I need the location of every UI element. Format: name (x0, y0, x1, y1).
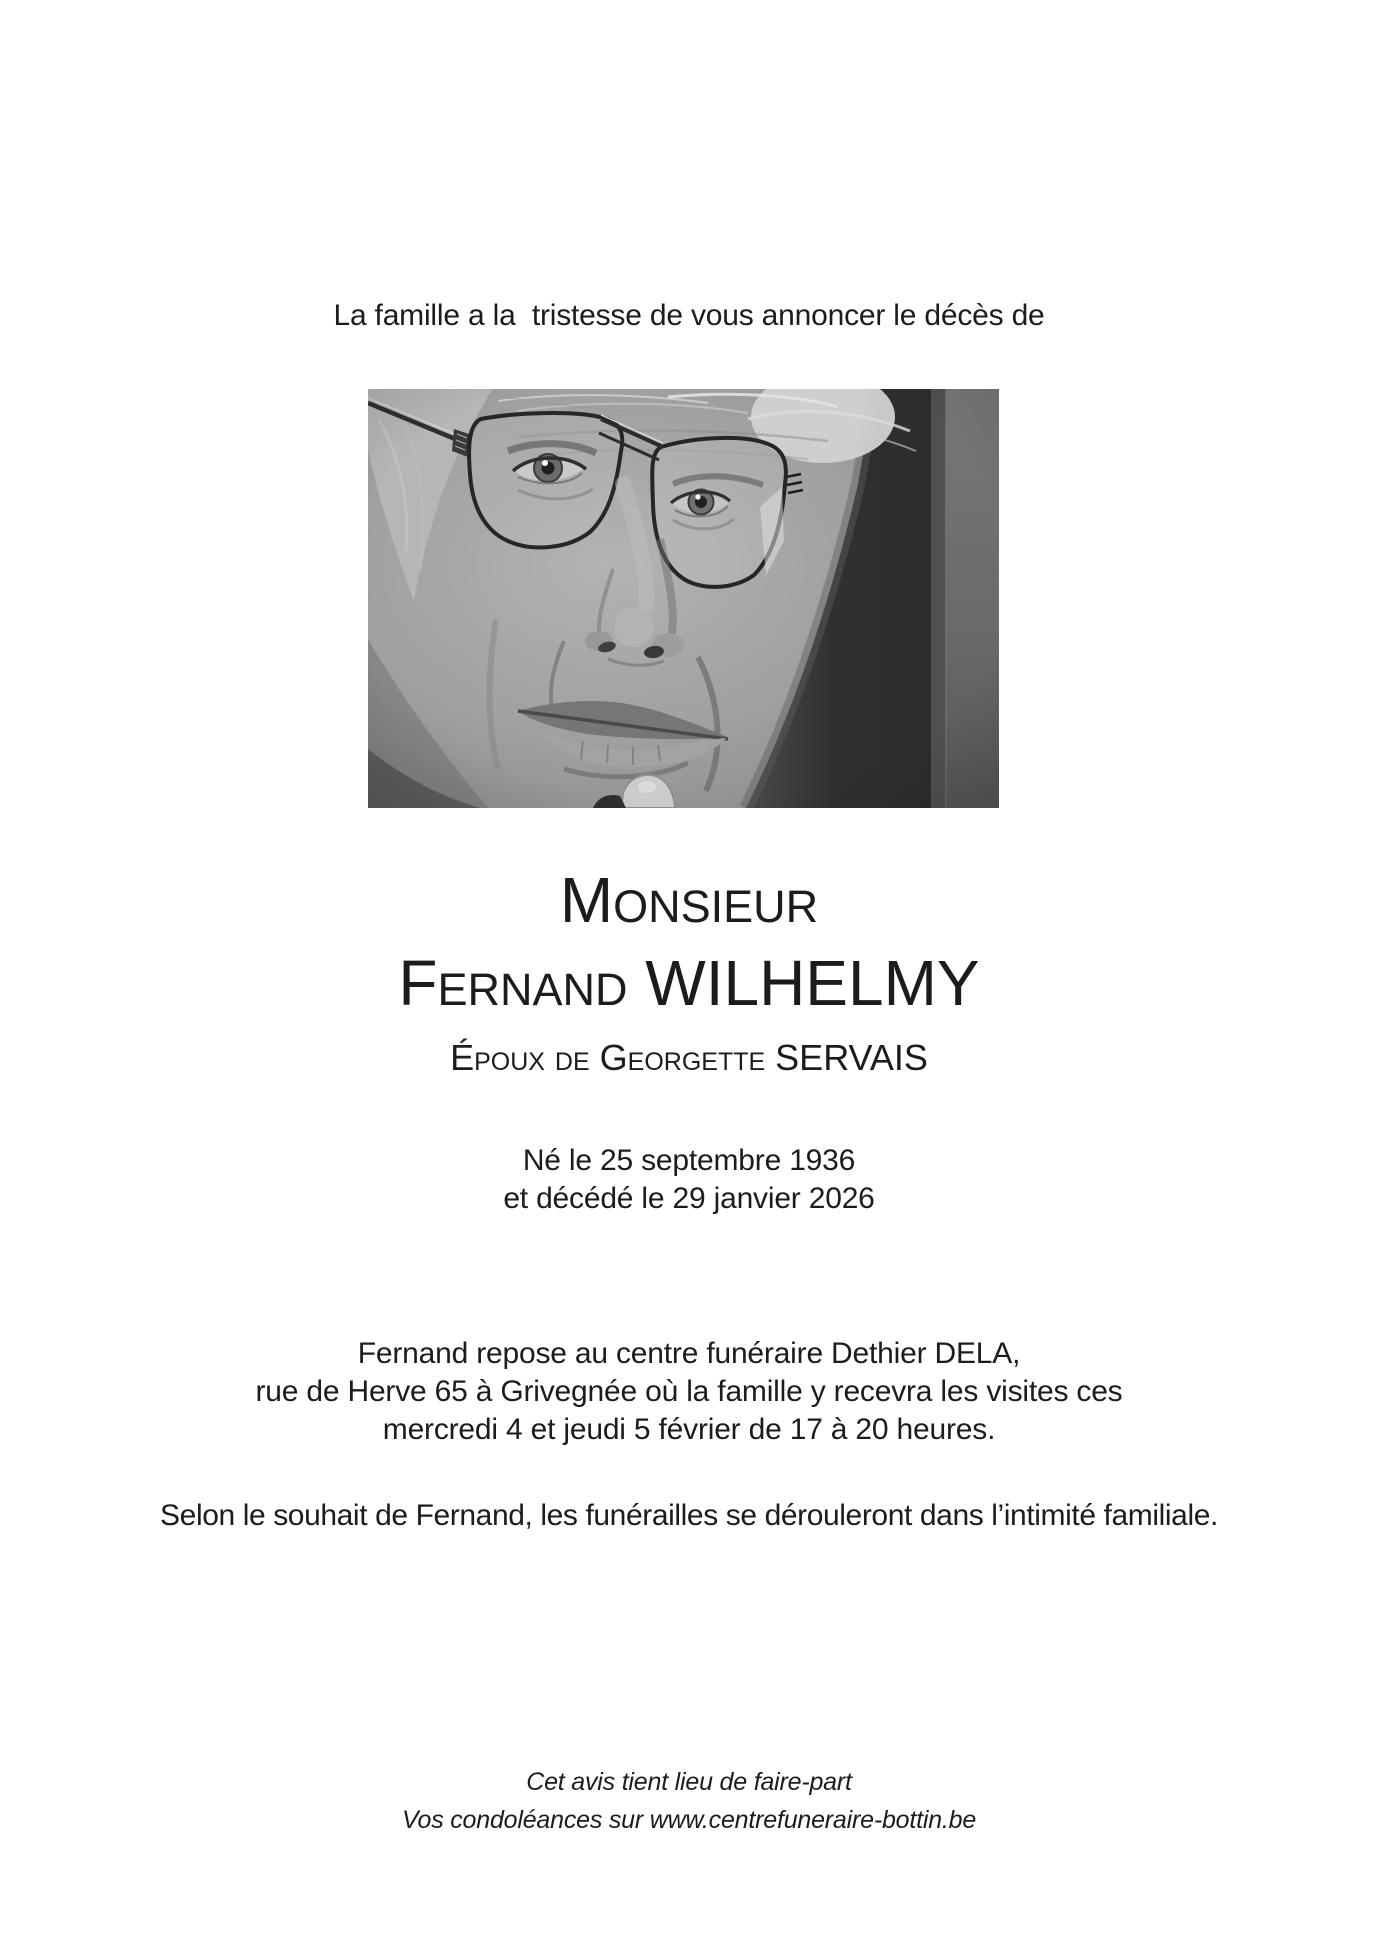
footer-condolences: Vos condoléances sur www.centrefuneraire-bottin.be (401, 1806, 977, 1834)
intro-line: La famille a la tristesse de vous annoncer le décès de (333, 299, 1045, 332)
footer-notice: Cet avis tient lieu de faire-part (526, 1768, 852, 1796)
funeral-note: Selon le souhait de Fernand, les funérailles se dérouleront dans l’intimité familiale. (160, 1499, 1218, 1532)
portrait-photo-graphic (368, 389, 999, 808)
title-monsieur: Monsieur (559, 864, 819, 936)
life-dates (0, 1142, 1378, 1218)
death-line: et décédé le 29 janvier 2026 (503, 1182, 875, 1215)
visitation-line-2: rue de Herve 65 à Grivegnée où la famille y recevra les visites ces (255, 1375, 1123, 1408)
visitation-paragraph (0, 1335, 1378, 1449)
portrait-photo (368, 389, 999, 808)
deceased-name: Fernand WILHELMY (398, 947, 980, 1019)
footer (0, 1763, 1378, 1839)
relation-line: Époux de Georgette SERVAIS (450, 1037, 928, 1078)
visitation-line-3: mercredi 4 et jeudi 5 février de 17 à 20 heures. (382, 1413, 996, 1446)
birth-line: Né le 25 septembre 1936 (522, 1144, 856, 1177)
visitation-line-1: Fernand repose au centre funéraire Dethier DELA, (357, 1337, 1021, 1370)
